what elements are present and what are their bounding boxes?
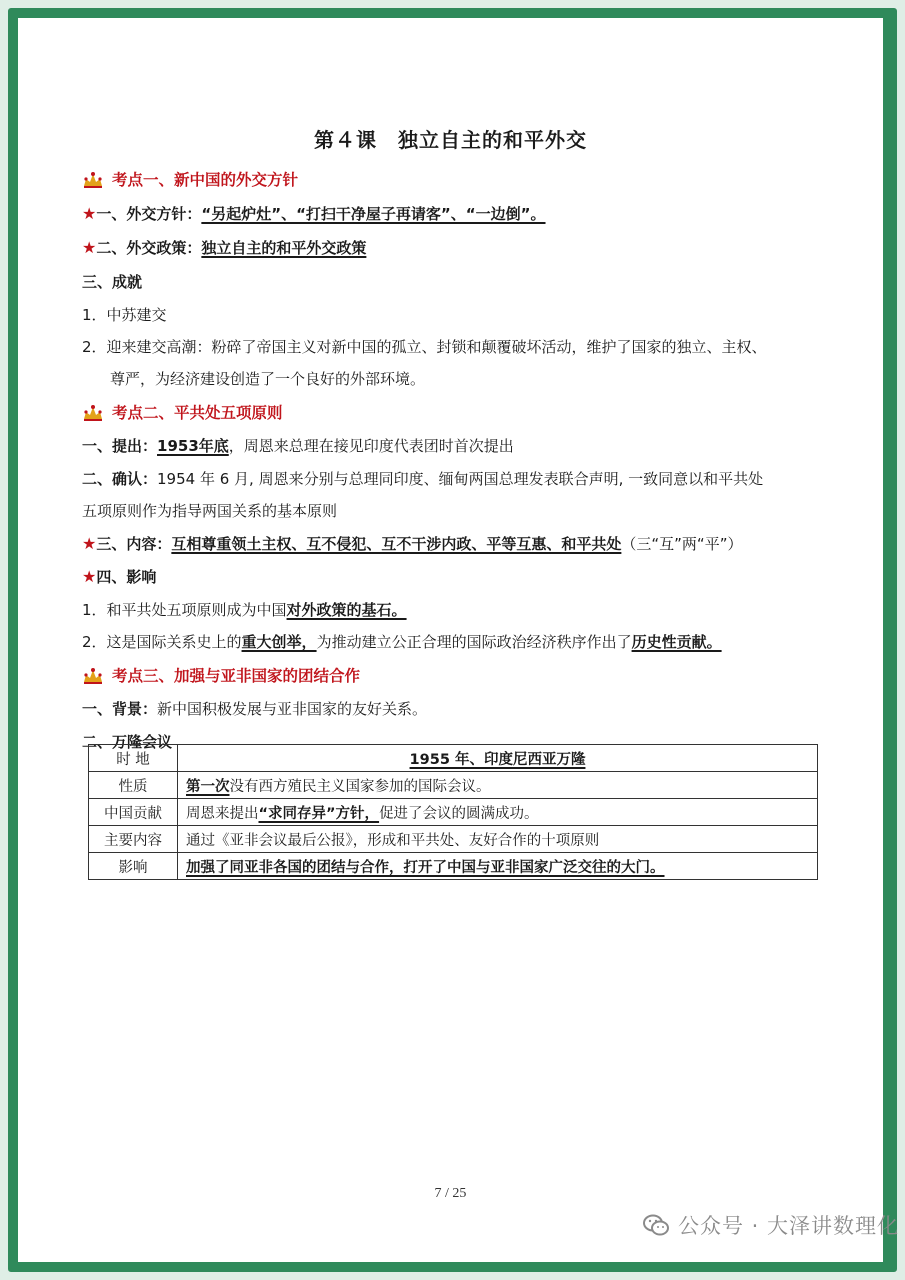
cell-emphasis: 第一次 [186,778,230,795]
section-head-text: 考点一、新中国的外交方针 [112,171,299,189]
cell-text: 周恩来提出 [186,805,259,822]
achievement-item-2: 2．迎来建交高潮：粉碎了帝国主义对新中国的孤立、封锁和颠覆破坏活动，维护了国家的独立、主权、 [82,338,767,356]
table-cell-key: 时 地 [89,745,178,772]
line-text: “另起炉灶”、“打扫干净屋子再请客”、“一边倒”。 [201,205,546,223]
cell-emphasis: “求同存异”方针， [258,805,380,822]
award-icon [82,403,104,421]
impact-item-2 [82,631,722,652]
emphasis-text: 重大创举， [241,633,317,651]
section-head-text: 考点三、加强与亚非国家的团结合作 [112,667,361,685]
section-head-1 [82,168,298,190]
date-text: 1953年底 [157,437,229,455]
table-row [89,799,818,826]
emphasis-text: 历史性贡献。 [631,633,722,651]
proposal-line [82,435,514,456]
line-label: 二、外交政策： [96,239,202,257]
table-cell-key: 中国贡献 [89,799,178,826]
line-label: 一、外交方针： [96,205,202,223]
wechat-icon [642,1213,670,1237]
background-line [82,698,427,719]
cell-text: 1955 年、印度尼西亚万隆 [409,751,586,768]
table-row [89,826,818,853]
line-text: 2．这是国际关系史上的 [82,633,242,651]
impact-heading [82,566,156,587]
confirmation-line-cont: 五项原则作为指导两国关系的基本原则 [82,502,338,520]
line-text: ，周恩来总理在接见印度代表团时首次提出 [228,437,514,455]
table-cell-value [178,772,818,799]
cell-text: 没有西方殖民主义国家参加的国际会议。 [229,778,491,795]
bandung-table [88,744,818,880]
section-head-3 [82,664,360,686]
table-cell-value [178,799,818,826]
table-cell-key: 主要内容 [89,826,178,853]
line-text: 为推动建立公正合理的国际政治经济秩序作出了 [316,633,632,651]
watermark [642,1210,899,1240]
star-icon: ★ [82,534,97,553]
impact-item-1 [82,599,407,620]
line-text: 1954 年 6 月, 周恩来分别与总理同印度、缅甸两国总理发表联合声明, 一致同意以和平共处 [157,470,764,488]
section-head-2 [82,401,283,423]
line-text: 新中国积极发展与亚非国家的友好关系。 [157,700,428,718]
star-icon: ★ [82,238,97,257]
line-text: 1．和平共处五项原则成为中国 [82,601,287,619]
achievement-item-1: 1．中苏建交 [82,306,167,324]
table-row [89,853,818,880]
page-title: 第４课 独立自主的和平外交 [314,128,587,152]
document-page [18,18,883,1262]
table-row [89,772,818,799]
table-cell-key: 影响 [89,853,178,880]
line-label: 三、内容： [96,535,172,553]
table-cell-value: 通过《亚非会议最后公报》，形成和平共处、友好合作的十项原则 [178,826,818,853]
diplomatic-policy-line [82,237,366,258]
watermark-text: 公众号 · 大泽讲数理化 [677,1214,899,1238]
content-line [82,533,742,554]
bandung-heading: 二、万隆会议 [82,733,173,751]
confirmation-line [82,468,763,489]
line-label: 一、提出： [82,437,158,455]
line-text: 互相尊重领土主权、互不侵犯、互不干涉内政、平等互惠、和平共处 [171,535,622,553]
award-icon [82,170,104,188]
cell-text: 加强了同亚非各国的团结与合作，打开了中国与亚非国家广泛交往的大门。 [186,859,665,876]
table-cell-value [178,853,818,880]
emphasis-text: 对外政策的基石。 [286,601,407,619]
table-row [89,745,818,772]
line-note: （三“互”两“平”） [621,535,743,553]
line-label: 四、影响 [96,568,157,586]
line-label: 二、确认： [82,470,158,488]
achievement-item-2-cont: 尊严，为经济建设创造了一个良好的外部环境。 [110,370,426,388]
line-label: 一、背景： [82,700,158,718]
line-text: 独立自主的和平外交政策 [201,239,367,257]
cell-text: 促进了会议的圆满成功。 [379,805,539,822]
page-number: 7 / 25 [434,1186,467,1201]
star-icon: ★ [82,567,97,586]
star-icon: ★ [82,204,97,223]
table-cell-key: 性质 [89,772,178,799]
section-head-text: 考点二、平共处五项原则 [112,404,283,422]
achievements-heading: 三、成就 [82,273,143,291]
policy-line [82,203,546,224]
table-cell-value [178,745,818,772]
award-icon [82,666,104,684]
